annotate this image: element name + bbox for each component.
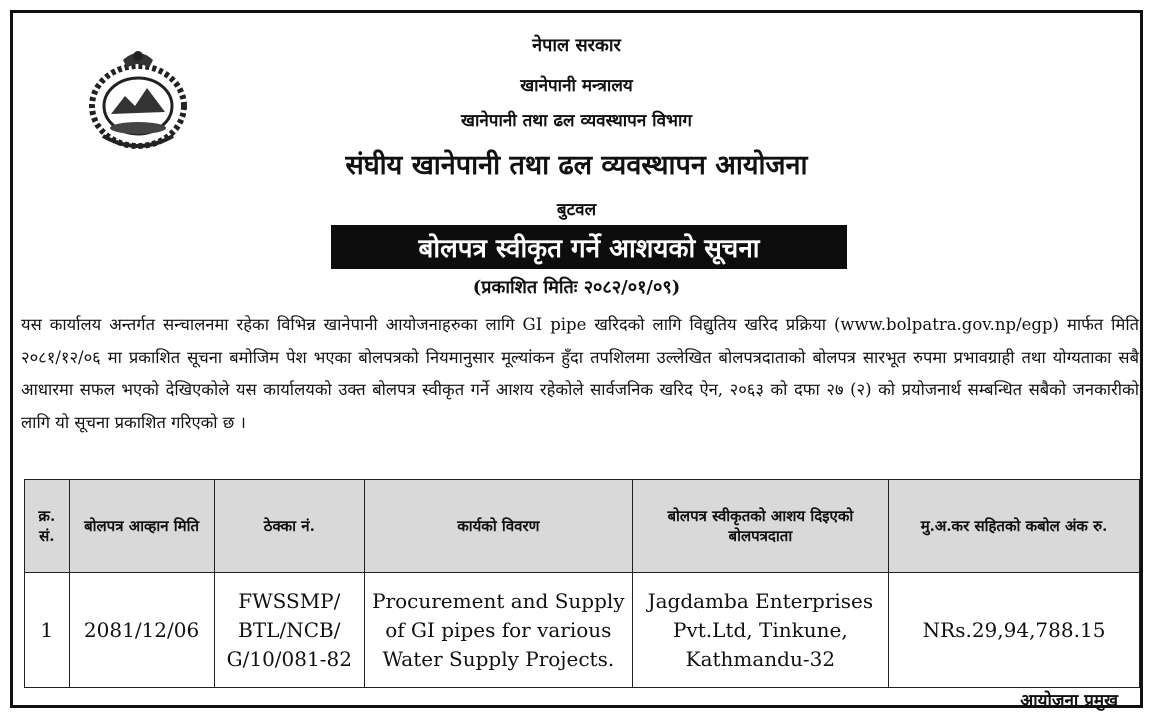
cell-bidder: Jagdamba Enterprises Pvt.Ltd, Tinkune, Kathmandu-32: [632, 573, 888, 688]
header-location: बुटवल: [556, 200, 597, 220]
notice-title-banner: बोलपत्र स्वीकृत गर्ने आशयको सूचना: [331, 225, 847, 269]
header-contract-no: ठेक्का नं.: [214, 480, 365, 573]
cell-work-description: Procurement and Supply of GI pipes for various Water Supply Projects.: [365, 573, 633, 688]
notice-body: यस कार्यालय अन्तर्गत सन्चालनमा रहेका विभिन्न खानेपानी आयोजनाहरुका लागि GI pipe खरिदको लागि विद्युतिय खरिद प्रक्रिया (www.bolpatra.gov.np/egp) मार्फत मिति २०८१/१२/०६ मा प्रकाशित सूचना बमोजिम पेश भएका बोलपत्रको नियमानुसार मूल्यांकन हुँदा तपशिलमा उल्लेखित बोलपत्रदाताको बोलपत्र सारभूत रुपमा प्रभावग्राही तथा योग्यताका सबै आधारमा सफल भएको देखिएकोले यस कार्यालयको उक्त बोलपत्र स्वीकृत गर्ने आशय रहेकोले सार्वजनिक खरिद ऐन, २०६३ को दफा २७ (२) को प्रयोजनार्थ सम्बन्धित सबैको जनकारीको लागि यो सूचना प्रकाशित गरिएको छ ।: [21, 315, 1139, 432]
notice-frame: [10, 10, 1143, 711]
published-date: (प्रकाशित मितिः २०८२/०१/०९): [472, 277, 681, 298]
header-bidder: बोलपत्र स्वीकृतको आशय दिइएको बोलपत्रदाता: [632, 480, 888, 573]
header-department: खानेपानी तथा ढल व्यवस्थापन विभाग: [461, 111, 692, 131]
table-row: [25, 573, 1140, 688]
cell-invitation-date: 2081/12/06: [69, 573, 214, 688]
header-serial-no: क्र. सं.: [25, 480, 70, 573]
signature-project-chief: आयोजना प्रमुख: [1020, 691, 1118, 711]
header-bid-amount: मु.अ.कर सहितको कबोल अंक रु.: [889, 480, 1140, 573]
header-government: नेपाल सरकार: [532, 35, 621, 56]
header-ministry: खानेपानी मन्त्रालय: [520, 76, 633, 96]
cell-serial-no: 1: [25, 573, 70, 688]
cell-bid-amount: NRs.29,94,788.15: [889, 573, 1140, 688]
header-work-description: कार्यको विवरण: [365, 480, 633, 573]
header-project: संघीय खानेपानी तथा ढल व्यवस्थापन आयोजना: [345, 150, 808, 181]
header-invitation-date: बोलपत्र आव्हान मिति: [69, 480, 214, 573]
bid-acceptance-table: [24, 479, 1140, 688]
cell-contract-no: FWSSMP/ BTL/NCB/ G/10/081-82: [214, 573, 365, 688]
table-header-row: [25, 480, 1140, 573]
